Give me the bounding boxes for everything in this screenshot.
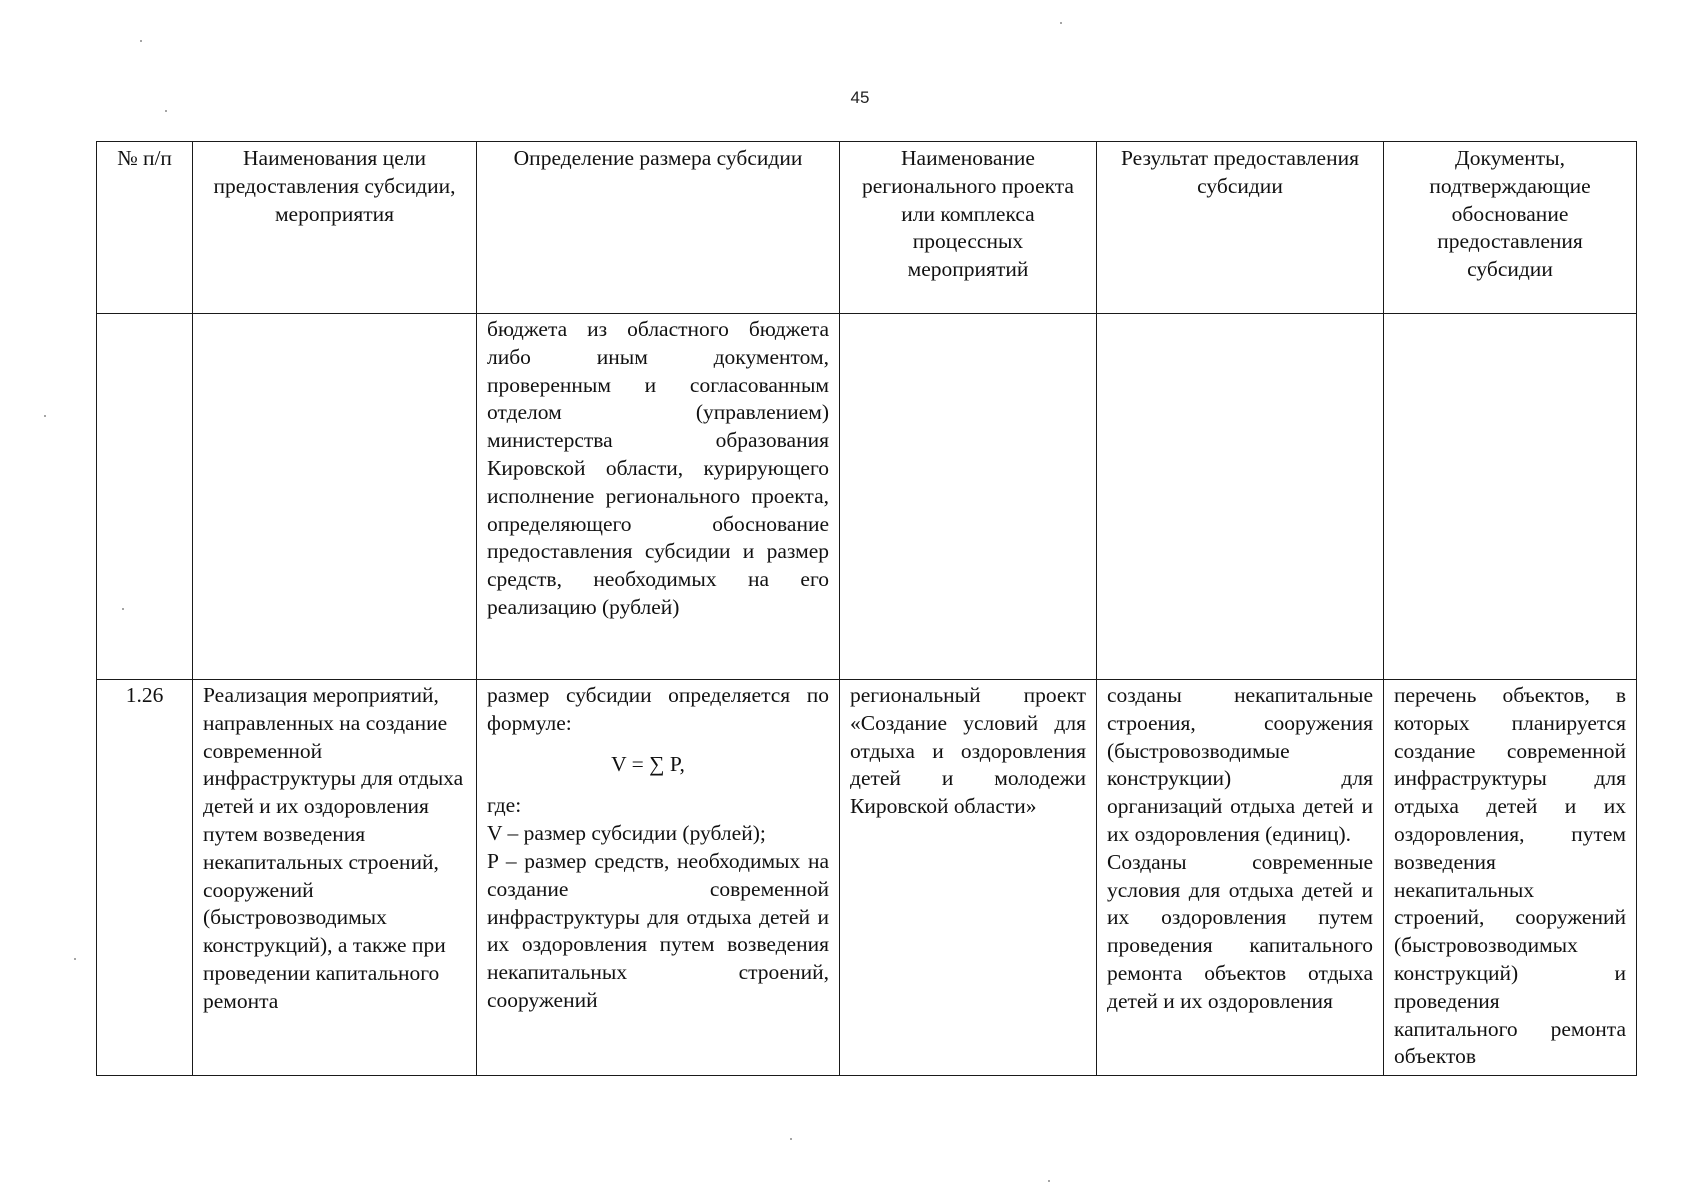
scan-speck [165,110,167,112]
cell-project: региональный проект «Создание условий для отдыха и оздоровления детей и молодежи Кировской области» [840,680,1097,1076]
size-formula: V = ∑ P, [611,751,685,776]
header-number: № п/п [97,142,193,314]
cell-number [97,314,193,680]
scan-speck [140,40,142,42]
table-header-row [97,142,1637,314]
cell-result [1097,680,1384,1076]
scan-speck [122,608,124,610]
result-second: Созданы современные условия для отдыха детей и их оздоровления путем проведения капитального ремонта объектов отдыха детей и их оздоровления [1107,849,1373,1013]
cell-documents: перечень объектов, в которых планируется создание современной инфраструктуры для отдыха детей и их оздоровления, путем возведения некапитальных строений, сооружений (быстровозводимых конструкций) и проведения капитального ремонта объектов [1384,680,1637,1076]
header-goal: Наименования цели предоставления субсидии, мероприятия [193,142,477,314]
page-number: 45 [850,88,870,107]
header-size: Определение размера субсидии [477,142,840,314]
scan-speck [790,1138,792,1140]
header-result: Результат предоставления субсидии [1097,142,1384,314]
header-documents: Документы, подтверждающие обоснование предоставления субсидии [1384,142,1637,314]
scan-speck [74,958,76,960]
header-project: Наименование регионального проекта или комплекса процессных мероприятий [840,142,1097,314]
size-intro: размер субсидии определяется по формуле: [487,683,829,735]
table-row [97,314,1637,680]
cell-goal [193,314,477,680]
cell-size [477,680,840,1076]
cell-goal: Реализация мероприятий, направленных на создание современной инфраструктуры для отдыха детей и их оздоровления путем возведения некапитальных строений, сооружений (быстровозводимых конструкций), а также при проведении капитального ремонта [193,680,477,1076]
size-v-definition: V – размер субсидии (рублей); [487,821,766,846]
size-p-definition: P – размер средств, необходимых на создание современной инфраструктуры для отдыха детей и их оздоровления путем возведения некапитальных строений, сооружений [487,848,829,1012]
size-where: где: [487,793,522,818]
scan-speck [1060,22,1062,24]
cell-project [840,314,1097,680]
scan-speck [44,415,46,417]
cell-result [1097,314,1384,680]
cell-size: бюджета из областного бюджета либо иным документом, проверенным и согласованным отделом (управлением) министерства образования Кировской области, курирующего исполнение регионального проекта, определяющего обоснование предоставления субсидии и размер средств, необходимых на его реализацию (рублей) [477,314,840,680]
subsidy-table [96,141,1637,1076]
result-first: созданы некапитальные строения, сооружения (быстровозводимые конструкции) для организаций отдыха детей и их оздоровления (единиц). [1107,683,1373,846]
cell-documents [1384,314,1637,680]
scan-speck [1048,1180,1050,1182]
cell-number: 1.26 [97,680,193,1076]
table-row [97,680,1637,1076]
